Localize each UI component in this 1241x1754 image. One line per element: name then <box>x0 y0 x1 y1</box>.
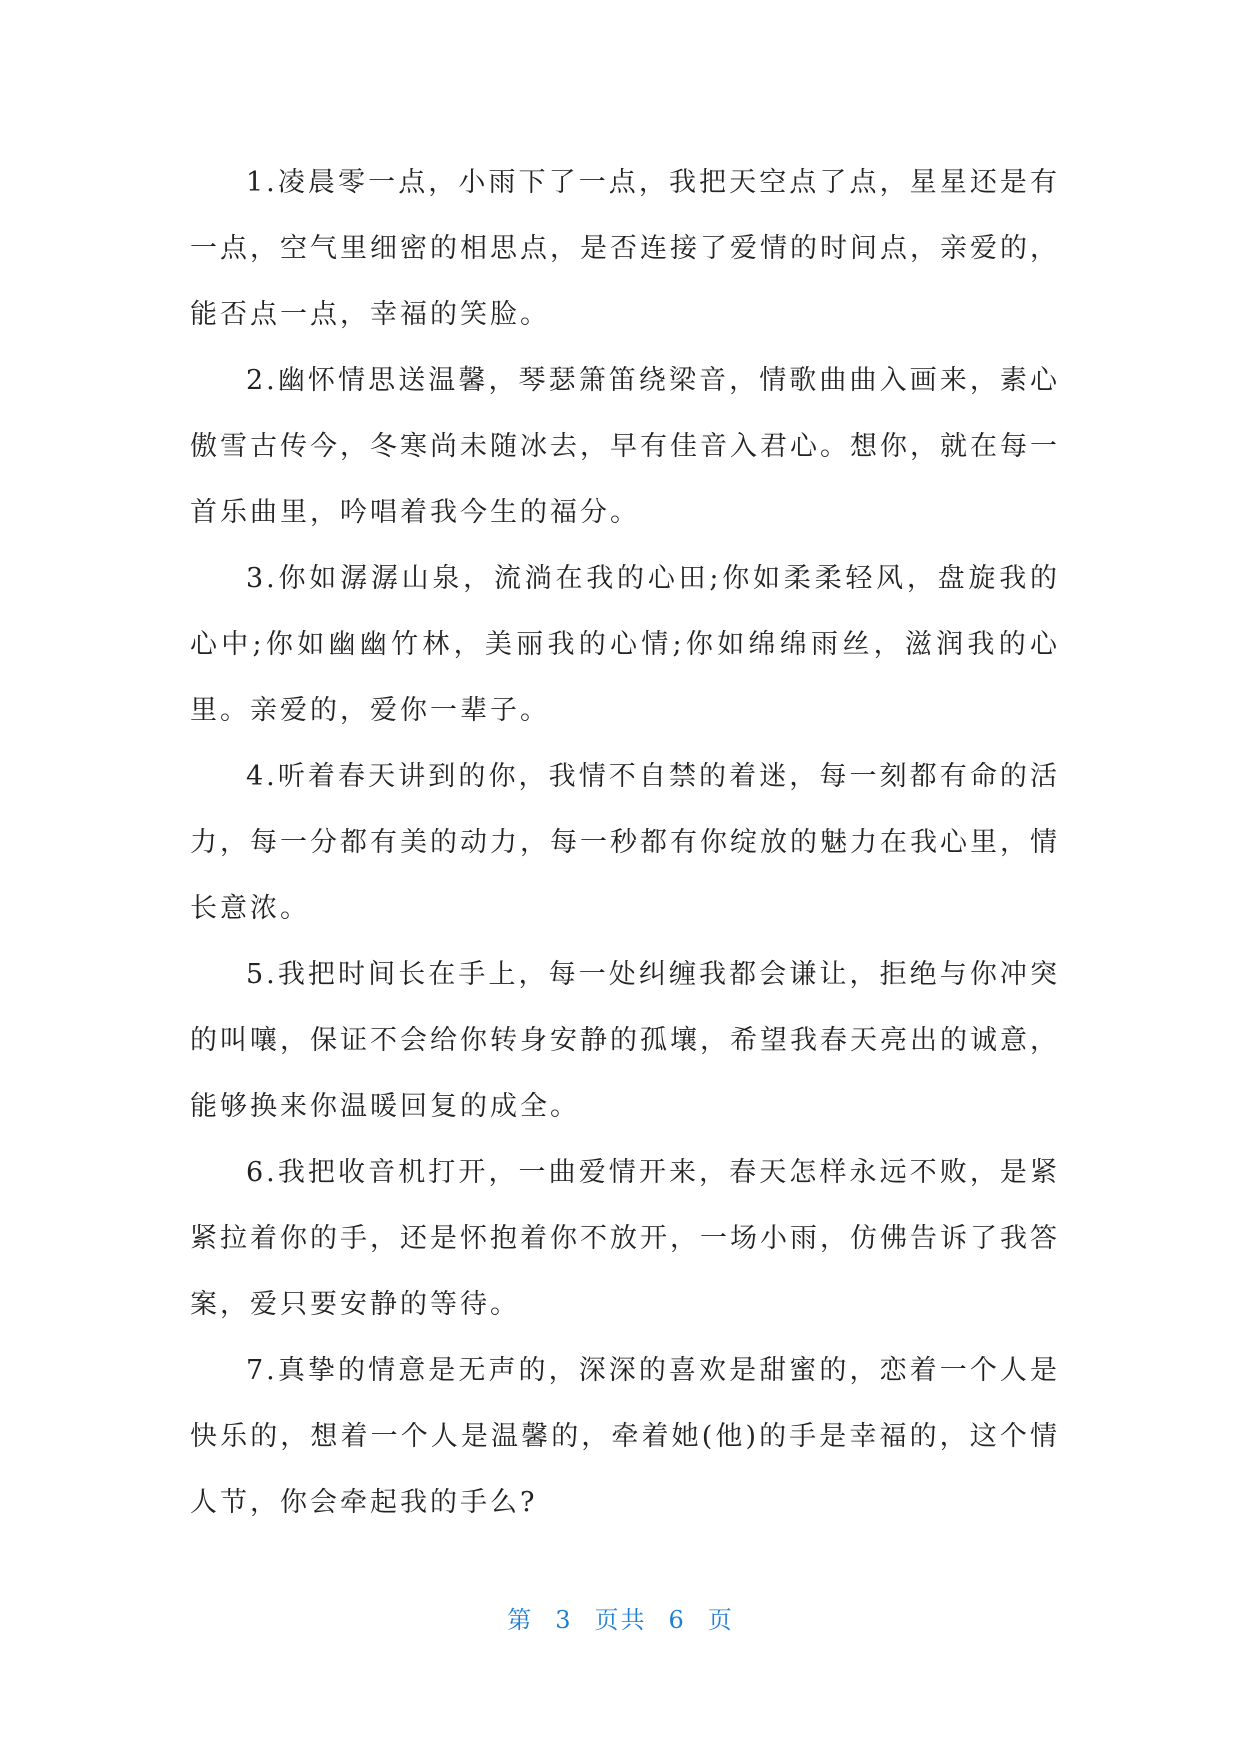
paragraph-7: 7.真挚的情意是无声的，深深的喜欢是甜蜜的，恋着一个人是快乐的，想着一个人是温馨的，牵着她(他)的手是幸福的，这个情人节，你会牵起我的手么? <box>190 1355 1060 1518</box>
paragraph-2: 2.幽怀情思送温馨，琴瑟箫笛绕梁音，情歌曲曲入画来，素心傲雪古传今，冬寒尚未随冰去，早有佳音入君心。想你，就在每一首乐曲里，吟唱着我今生的福分。 <box>190 365 1060 528</box>
footer-total-pages: 6 <box>668 1606 686 1634</box>
page-footer <box>0 1600 1241 1635</box>
footer-suffix: 页 <box>707 1606 734 1634</box>
paragraph-6: 6.我把收音机打开，一曲爱情开来，春天怎样永远不败，是紧紧拉着你的手，还是怀抱着你不放开，一场小雨，仿佛告诉了我答案，爱只要安静的等待。 <box>190 1157 1060 1320</box>
paragraph-4: 4.听着春天讲到的你，我情不自禁的着迷，每一刻都有命的活力，每一分都有美的动力，每一秒都有你绽放的魅力在我心里，情长意浓。 <box>190 761 1060 924</box>
footer-prefix: 第 <box>507 1606 534 1634</box>
document-body <box>190 150 1060 1536</box>
footer-middle: 页共 <box>594 1606 647 1634</box>
footer-current-page: 3 <box>555 1606 573 1634</box>
paragraph-5: 5.我把时间长在手上，每一处纠缠我都会谦让，拒绝与你冲突的叫嚷，保证不会给你转身安静的孤壤，希望我春天亮出的诚意，能够换来你温暖回复的成全。 <box>190 959 1060 1122</box>
paragraph-1: 1.凌晨零一点，小雨下了一点，我把天空点了点，星星还是有一点，空气里细密的相思点，是否连接了爱情的时间点，亲爱的，能否点一点，幸福的笑脸。 <box>190 167 1060 330</box>
paragraph-3: 3.你如潺潺山泉，流淌在我的心田;你如柔柔轻风，盘旋我的心中;你如幽幽竹林，美丽我的心情;你如绵绵雨丝，滋润我的心里。亲爱的，爱你一辈子。 <box>190 563 1060 726</box>
